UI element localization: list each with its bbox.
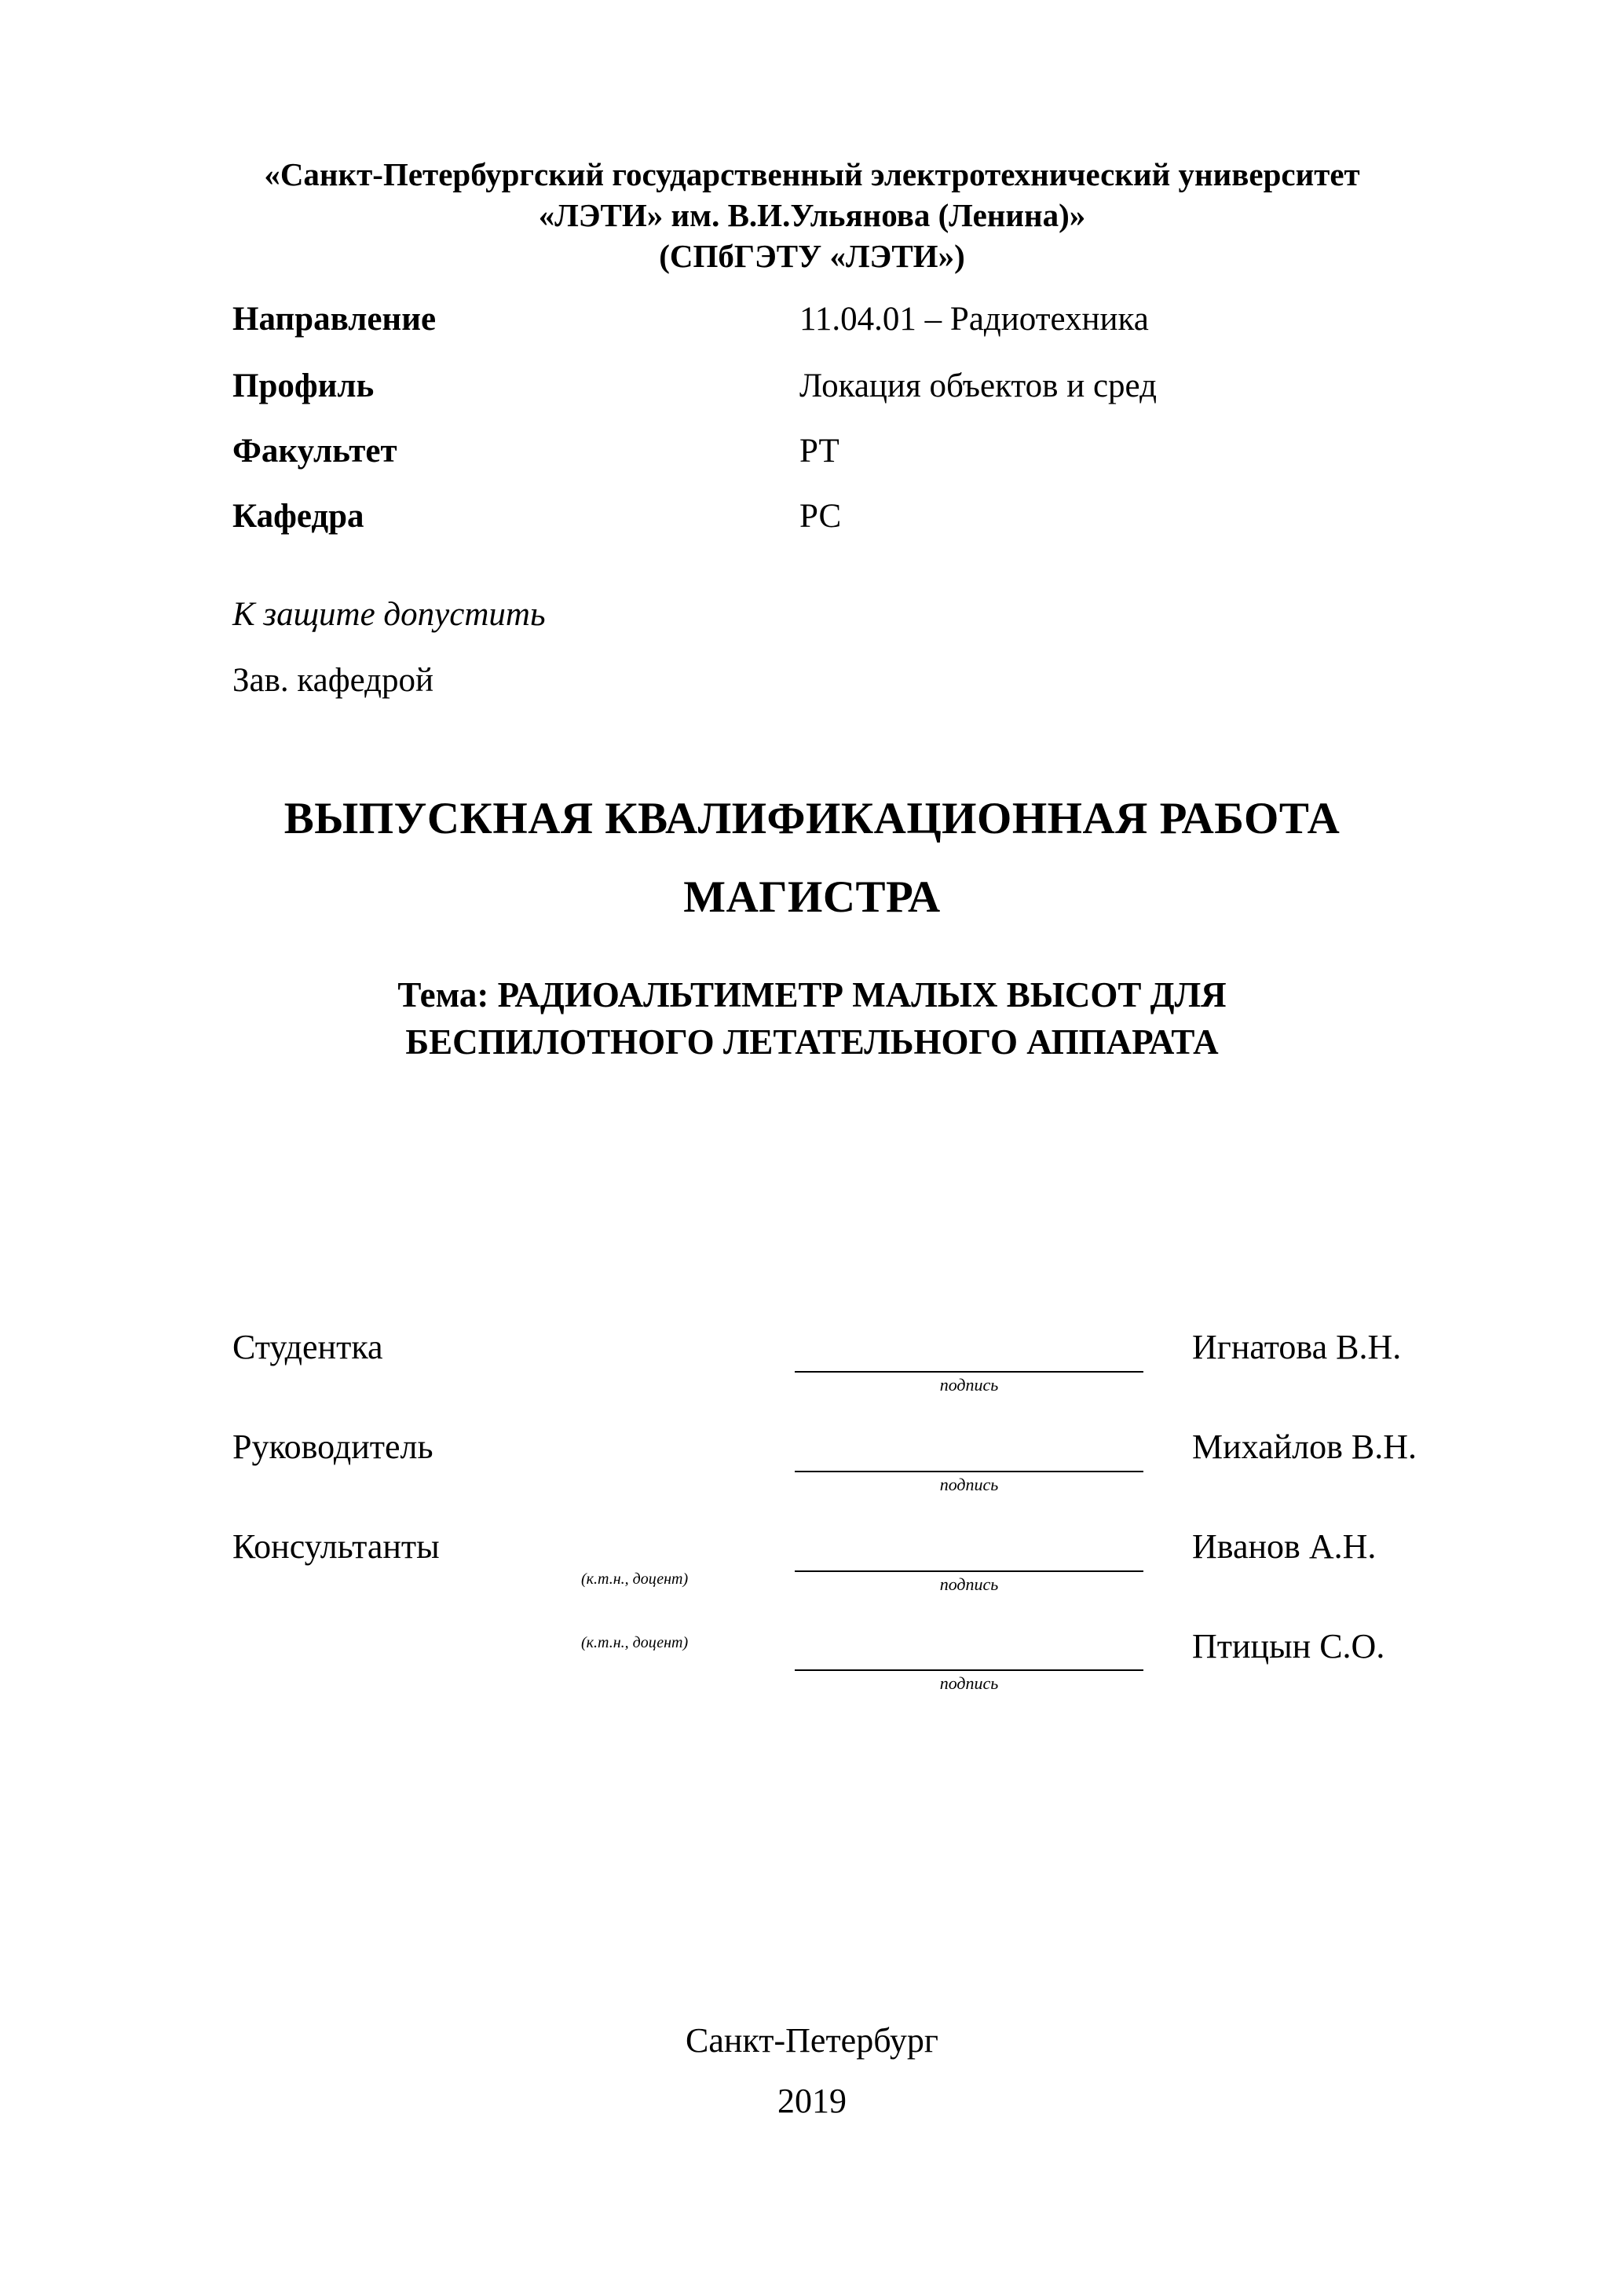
info-value-direction: 11.04.01 – Радиотехника <box>799 301 1149 338</box>
info-value-faculty: РТ <box>799 433 839 470</box>
signature-line <box>795 1371 1143 1373</box>
university-name-line1: «Санкт-Петербургский государственный электротехнический университет <box>264 156 1360 192</box>
info-label-department: Кафедра <box>232 498 364 535</box>
info-value-profile: Локация объектов и сред <box>799 367 1157 404</box>
theme-line2: БЕСПИЛОТНОГО ЛЕТАТЕЛЬНОГО АППАРАТА <box>405 1022 1219 1062</box>
signature-line <box>795 1570 1143 1572</box>
signature-line <box>795 1669 1143 1671</box>
consultant-name-2: Птицын С.О. <box>1192 1627 1385 1665</box>
consultant-name-1: Иванов А.Н. <box>1192 1527 1377 1566</box>
consultant-degree: (к.т.н., доцент) <box>581 1634 689 1651</box>
signature-caption: подпись <box>939 1574 999 1594</box>
theme-line1: Тема: РАДИОАЛЬТИМЕТР МАЛЫХ ВЫСОТ ДЛЯ <box>397 975 1227 1015</box>
role-consultants: Консультанты <box>232 1527 440 1566</box>
admit-to-defense: К защите допустить <box>232 596 546 633</box>
signature-caption: подпись <box>939 1475 999 1494</box>
supervisor-name: Михайлов В.Н. <box>1192 1428 1417 1466</box>
city: Санкт-Петербург <box>686 2021 938 2060</box>
work-title-line2: МАГИСТРА <box>683 872 941 922</box>
signature-caption: подпись <box>939 1375 999 1395</box>
university-name-line2: «ЛЭТИ» им. В.И.Ульянова (Ленина)» <box>538 197 1086 233</box>
role-student: Студентка <box>232 1328 383 1366</box>
info-label-direction: Направление <box>232 301 437 338</box>
year: 2019 <box>777 2082 847 2120</box>
work-title-line1: ВЫПУСКНАЯ КВАЛИФИКАЦИОННАЯ РАБОТА <box>283 794 1341 843</box>
signature-caption: подпись <box>939 1673 999 1693</box>
consultant-degree: (к.т.н., доцент) <box>581 1570 689 1588</box>
university-abbreviation: (СПбГЭТУ «ЛЭТИ») <box>659 238 965 274</box>
info-label-faculty: Факультет <box>232 433 397 470</box>
info-value-department: РС <box>799 498 842 535</box>
head-of-department: Зав. кафедрой <box>232 662 434 699</box>
signature-line <box>795 1471 1143 1472</box>
info-label-profile: Профиль <box>232 367 375 404</box>
student-name: Игнатова В.Н. <box>1192 1328 1402 1366</box>
role-supervisor: Руководитель <box>232 1428 433 1466</box>
